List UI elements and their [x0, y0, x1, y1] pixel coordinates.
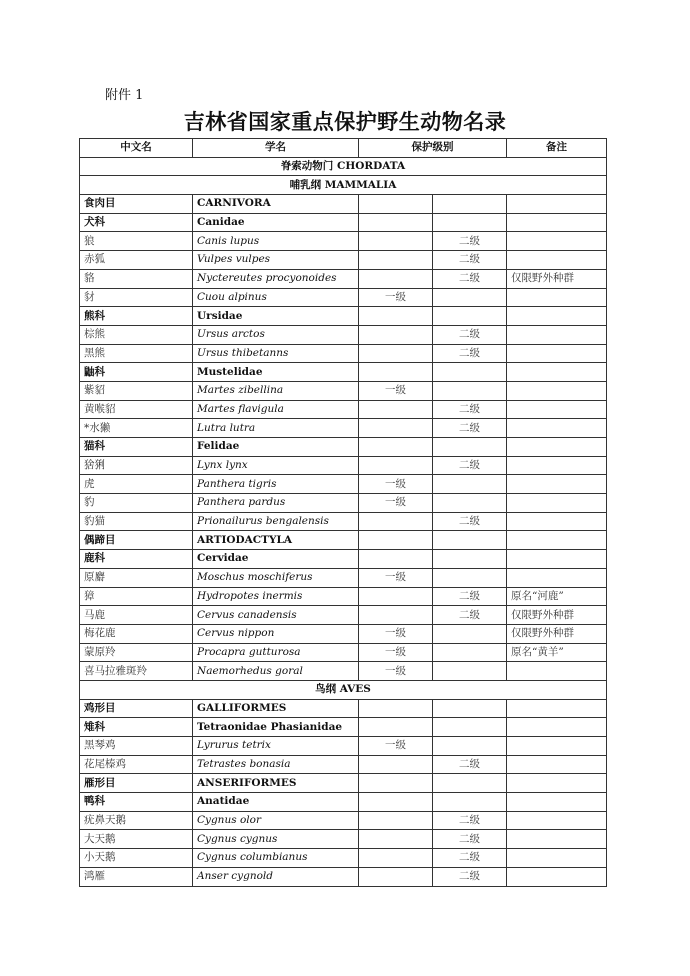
note-cell [507, 718, 607, 737]
species-sci-name: Lutra lutra [193, 419, 359, 438]
level-2-cell [433, 737, 507, 756]
family-sci-name: Tetraonidae Phasianidae [193, 718, 359, 737]
species-cn-name: 蒙原羚 [80, 643, 193, 662]
level-1-cell [359, 606, 433, 625]
species-sci-name: Ursus arctos [193, 325, 359, 344]
header-sci-name: 学名 [193, 139, 359, 158]
level-1-cell [359, 325, 433, 344]
attachment-label: 附件 1 [105, 88, 144, 103]
level-1-cell: 一级 [359, 381, 433, 400]
species-sci-name: Cygnus columbianus [193, 849, 359, 868]
level-2-cell [433, 288, 507, 307]
note-cell [507, 475, 607, 494]
level-2-cell: 二级 [433, 755, 507, 774]
level-1-cell [359, 344, 433, 363]
species-sci-name: Panthera tigris [193, 475, 359, 494]
level-2-cell: 二级 [433, 606, 507, 625]
level-2-cell [433, 793, 507, 812]
header-note: 备注 [507, 139, 607, 158]
order-row [80, 774, 607, 793]
taxon-group-label: 哺乳纲 MAMMALIA [80, 176, 607, 195]
level-2-cell: 二级 [433, 811, 507, 830]
species-sci-name: Lynx lynx [193, 456, 359, 475]
species-cn-name: 马鹿 [80, 606, 193, 625]
order-sci-name: ANSERIFORMES [193, 774, 359, 793]
family-sci-name: Anatidae [193, 793, 359, 812]
species-cn-name: 獐 [80, 587, 193, 606]
family-cn-name: 熊科 [80, 307, 193, 326]
note-cell [507, 213, 607, 232]
order-cn-name: 鸡形目 [80, 699, 193, 718]
level-1-cell [359, 849, 433, 868]
note-cell [507, 344, 607, 363]
note-cell [507, 288, 607, 307]
order-sci-name: GALLIFORMES [193, 699, 359, 718]
species-sci-name: Prionailurus bengalensis [193, 512, 359, 531]
table-row [80, 867, 607, 886]
taxon-group-row [80, 176, 607, 195]
level-1-cell [359, 550, 433, 569]
note-cell [507, 456, 607, 475]
level-1-cell [359, 269, 433, 288]
species-cn-name: 黑熊 [80, 344, 193, 363]
species-sci-name: Martes zibellina [193, 381, 359, 400]
species-sci-name: Cuou alpinus [193, 288, 359, 307]
level-1-cell [359, 587, 433, 606]
level-2-cell [433, 381, 507, 400]
level-2-cell: 二级 [433, 830, 507, 849]
level-2-cell [433, 195, 507, 214]
note-cell [507, 550, 607, 569]
note-cell [507, 793, 607, 812]
note-cell [507, 849, 607, 868]
level-1-cell: 一级 [359, 475, 433, 494]
table-row [80, 568, 607, 587]
level-1-cell [359, 456, 433, 475]
level-1-cell [359, 811, 433, 830]
species-cn-name: 黑琴鸡 [80, 737, 193, 756]
header-cn-name: 中文名 [80, 139, 193, 158]
note-cell [507, 438, 607, 457]
note-cell [507, 568, 607, 587]
family-sci-name: Mustelidae [193, 363, 359, 382]
level-2-cell: 二级 [433, 269, 507, 288]
family-row [80, 213, 607, 232]
level-1-cell [359, 699, 433, 718]
species-table [79, 138, 607, 887]
level-2-cell: 二级 [433, 867, 507, 886]
level-1-cell: 一级 [359, 624, 433, 643]
species-sci-name: Nyctereutes procyonoides [193, 269, 359, 288]
species-cn-name: 貉 [80, 269, 193, 288]
level-1-cell [359, 793, 433, 812]
note-cell: 原名“河鹿” [507, 587, 607, 606]
table-row [80, 512, 607, 531]
level-1-cell: 一级 [359, 568, 433, 587]
level-2-cell [433, 624, 507, 643]
level-1-cell: 一级 [359, 643, 433, 662]
level-2-cell [433, 531, 507, 550]
level-1-cell [359, 307, 433, 326]
level-1-cell [359, 755, 433, 774]
species-cn-name: 梅花鹿 [80, 624, 193, 643]
level-1-cell [359, 213, 433, 232]
level-1-cell [359, 774, 433, 793]
level-1-cell [359, 438, 433, 457]
level-1-cell [359, 512, 433, 531]
species-cn-name: 虎 [80, 475, 193, 494]
table-row [80, 811, 607, 830]
level-2-cell: 二级 [433, 400, 507, 419]
page-title: 吉林省国家重点保护野生动物名录 [183, 109, 507, 134]
order-row [80, 699, 607, 718]
species-cn-name: 猞猁 [80, 456, 193, 475]
level-2-cell [433, 494, 507, 513]
species-sci-name: Naemorhedus goral [193, 662, 359, 681]
taxon-group-label: 脊索动物门 CHORDATA [80, 157, 607, 176]
level-2-cell: 二级 [433, 849, 507, 868]
level-2-cell [433, 699, 507, 718]
species-sci-name: Cygnus olor [193, 811, 359, 830]
family-row [80, 307, 607, 326]
species-sci-name: Procapra gutturosa [193, 643, 359, 662]
family-cn-name: 雉科 [80, 718, 193, 737]
table-row [80, 325, 607, 344]
table-row [80, 251, 607, 270]
note-cell [507, 307, 607, 326]
table-row [80, 606, 607, 625]
level-1-cell [359, 195, 433, 214]
table-row [80, 755, 607, 774]
species-cn-name: 大天鹅 [80, 830, 193, 849]
table-row [80, 624, 607, 643]
level-2-cell: 二级 [433, 325, 507, 344]
order-sci-name: CARNIVORA [193, 195, 359, 214]
species-sci-name: Canis lupus [193, 232, 359, 251]
level-1-cell: 一级 [359, 737, 433, 756]
level-2-cell [433, 307, 507, 326]
taxon-group-label: 鸟纲 AVES [80, 680, 607, 699]
species-cn-name: 花尾榛鸡 [80, 755, 193, 774]
level-2-cell [433, 438, 507, 457]
table-header-row [80, 139, 607, 158]
table-row [80, 737, 607, 756]
level-1-cell: 一级 [359, 494, 433, 513]
note-cell [507, 494, 607, 513]
species-sci-name: Panthera pardus [193, 494, 359, 513]
level-1-cell [359, 400, 433, 419]
note-cell [507, 830, 607, 849]
note-cell [507, 755, 607, 774]
species-cn-name: 小天鹅 [80, 849, 193, 868]
family-cn-name: 鸭科 [80, 793, 193, 812]
level-2-cell [433, 662, 507, 681]
family-row [80, 438, 607, 457]
note-cell [507, 737, 607, 756]
level-2-cell [433, 774, 507, 793]
note-cell [507, 419, 607, 438]
species-sci-name: Cervus nippon [193, 624, 359, 643]
table-row [80, 344, 607, 363]
table-row [80, 662, 607, 681]
level-2-cell [433, 475, 507, 494]
note-cell [507, 699, 607, 718]
note-cell: 仅限野外种群 [507, 269, 607, 288]
species-cn-name: 喜马拉雅斑羚 [80, 662, 193, 681]
family-sci-name: Cervidae [193, 550, 359, 569]
level-1-cell: 一级 [359, 288, 433, 307]
level-2-cell: 二级 [433, 587, 507, 606]
species-sci-name: Anser cygnold [193, 867, 359, 886]
level-1-cell [359, 363, 433, 382]
note-cell [507, 381, 607, 400]
species-cn-name: 鸿雁 [80, 867, 193, 886]
family-sci-name: Ursidae [193, 307, 359, 326]
table-row [80, 269, 607, 288]
order-cn-name: 食肉目 [80, 195, 193, 214]
note-cell [507, 512, 607, 531]
species-sci-name: Martes flavigula [193, 400, 359, 419]
taxon-group-row [80, 680, 607, 699]
species-cn-name: 狼 [80, 232, 193, 251]
level-2-cell: 二级 [433, 344, 507, 363]
table-row [80, 475, 607, 494]
level-1-cell [359, 251, 433, 270]
table-row [80, 849, 607, 868]
species-cn-name: 紫貂 [80, 381, 193, 400]
family-cn-name: 猫科 [80, 438, 193, 457]
level-1-cell [359, 419, 433, 438]
note-cell [507, 251, 607, 270]
table-row [80, 419, 607, 438]
family-cn-name: 犬科 [80, 213, 193, 232]
note-cell [507, 400, 607, 419]
header-level: 保护级别 [359, 139, 507, 158]
species-cn-name: 豺 [80, 288, 193, 307]
species-sci-name: Vulpes vulpes [193, 251, 359, 270]
level-2-cell [433, 550, 507, 569]
note-cell [507, 232, 607, 251]
family-row [80, 793, 607, 812]
species-cn-name: 黄喉貂 [80, 400, 193, 419]
level-2-cell: 二级 [433, 512, 507, 531]
table-row [80, 494, 607, 513]
level-2-cell: 二级 [433, 251, 507, 270]
table-row [80, 400, 607, 419]
level-1-cell [359, 867, 433, 886]
table-row [80, 587, 607, 606]
note-cell [507, 325, 607, 344]
family-row [80, 550, 607, 569]
species-sci-name: Ursus thibetanns [193, 344, 359, 363]
species-cn-name: 原麝 [80, 568, 193, 587]
level-2-cell: 二级 [433, 419, 507, 438]
family-cn-name: 鼬科 [80, 363, 193, 382]
order-cn-name: 雁形目 [80, 774, 193, 793]
note-cell [507, 774, 607, 793]
species-cn-name: *水獭 [80, 419, 193, 438]
note-cell: 原名“黄羊” [507, 643, 607, 662]
level-1-cell [359, 830, 433, 849]
order-row [80, 195, 607, 214]
level-2-cell [433, 568, 507, 587]
taxon-group-row [80, 157, 607, 176]
species-cn-name: 赤狐 [80, 251, 193, 270]
table-row [80, 643, 607, 662]
level-2-cell [433, 363, 507, 382]
species-cn-name: 棕熊 [80, 325, 193, 344]
note-cell [507, 662, 607, 681]
note-cell [507, 363, 607, 382]
table-row [80, 381, 607, 400]
family-sci-name: Canidae [193, 213, 359, 232]
order-cn-name: 偶蹄目 [80, 531, 193, 550]
species-cn-name: 豹 [80, 494, 193, 513]
level-2-cell [433, 213, 507, 232]
level-2-cell [433, 718, 507, 737]
note-cell [507, 811, 607, 830]
species-sci-name: Moschus moschiferus [193, 568, 359, 587]
family-row [80, 363, 607, 382]
level-2-cell [433, 643, 507, 662]
order-sci-name: ARTIODACTYLA [193, 531, 359, 550]
level-2-cell: 二级 [433, 456, 507, 475]
note-cell [507, 531, 607, 550]
species-sci-name: Hydropotes inermis [193, 587, 359, 606]
family-cn-name: 鹿科 [80, 550, 193, 569]
species-sci-name: Tetrastes bonasia [193, 755, 359, 774]
table-row [80, 830, 607, 849]
note-cell [507, 195, 607, 214]
table-row [80, 288, 607, 307]
family-sci-name: Felidae [193, 438, 359, 457]
level-1-cell [359, 718, 433, 737]
level-1-cell [359, 232, 433, 251]
species-sci-name: Cervus canadensis [193, 606, 359, 625]
note-cell: 仅限野外种群 [507, 606, 607, 625]
note-cell [507, 867, 607, 886]
species-sci-name: Lyrurus tetrix [193, 737, 359, 756]
species-cn-name: 疣鼻天鹅 [80, 811, 193, 830]
species-sci-name: Cygnus cygnus [193, 830, 359, 849]
table-row [80, 232, 607, 251]
table-row [80, 456, 607, 475]
family-row [80, 718, 607, 737]
level-1-cell [359, 531, 433, 550]
level-1-cell: 一级 [359, 662, 433, 681]
order-row [80, 531, 607, 550]
level-2-cell: 二级 [433, 232, 507, 251]
note-cell: 仅限野外种群 [507, 624, 607, 643]
species-cn-name: 豹猫 [80, 512, 193, 531]
